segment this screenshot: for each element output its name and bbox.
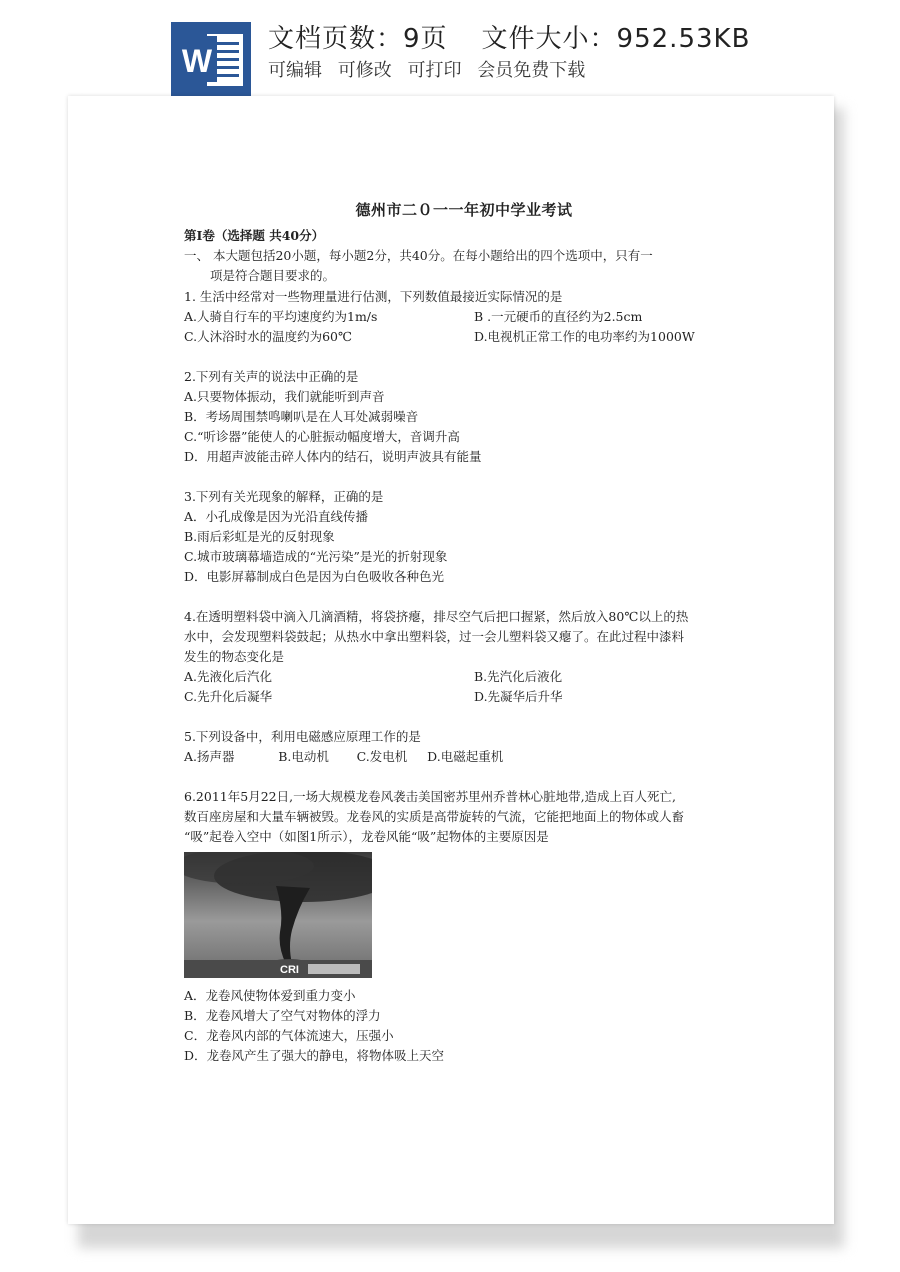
q4-option-a: A.先液化后汽化 xyxy=(184,669,273,684)
q6-stem-line-2: 数百座房屋和大量车辆被毁。龙卷风的实质是高带旋转的气流，它能把地面上的物体或人畜 xyxy=(184,809,685,824)
tornado-photo xyxy=(184,852,372,978)
q3-option-a: A．小孔成像是因为光沿直线传播 xyxy=(184,509,369,524)
file-size: 文件大小：952.53KB xyxy=(481,24,751,54)
q6-option-a: A．龙卷风使物体爱到重力变小 xyxy=(184,988,356,1003)
q1-option-d: D.电视机正常工作的电功率约为1000W xyxy=(474,329,695,344)
q2-stem: 2.下列有关声的说法中正确的是 xyxy=(184,369,359,384)
file-info xyxy=(268,18,750,55)
q6-stem-line-1: 6.2011年5月22日,一场大规模龙卷风袭击美国密苏里州乔普林心脏地带,造成上百人死亡, xyxy=(184,789,677,804)
q2-option-a: A.只要物体振动，我们就能听到声音 xyxy=(184,389,385,404)
word-document-icon xyxy=(171,22,251,96)
q2-option-c: C.“听诊器”能使人的心脏振动幅度增大，音调升高 xyxy=(184,429,460,444)
q6-option-c: C．龙卷风内部的气体流速大，压强小 xyxy=(184,1028,394,1043)
q3-option-c: C.城市玻璃幕墙造成的“光污染”是光的折射现象 xyxy=(184,549,448,564)
instructions-line-2: 项是符合题目要求的。 xyxy=(210,268,336,283)
q4-stem-line-1: 4.在透明塑料袋中滴入几滴酒精，将袋挤瘪，排尽空气后把口握紧，然后放入80℃以上的热 xyxy=(184,609,689,624)
q3-option-b: B.雨后彩虹是光的反射现象 xyxy=(184,529,335,544)
q1-stem: 1. 生活中经常对一些物理量进行估测，下列数值最接近实际情况的是 xyxy=(184,289,563,304)
q6-option-b: B．龙卷风增大了空气对物体的浮力 xyxy=(184,1008,381,1023)
q5-options: A.扬声器 B.电动机 C.发电机 D.电磁起重机 xyxy=(184,749,504,764)
photo-caption: CRI xyxy=(280,964,299,976)
q2-option-d: D．用超声波能击碎人体内的结石，说明声波具有能量 xyxy=(184,449,482,464)
instructions-line-1: 一、 本大题包括20小题，每小题2分，共40分。在每小题给出的四个选项中，只有一 xyxy=(184,248,653,263)
q4-option-b: B.先汽化后液化 xyxy=(474,669,563,684)
q6-option-d: D．龙卷风产生了强大的静电，将物体吸上天空 xyxy=(184,1048,445,1063)
q2-option-b: B．考场周围禁鸣喇叭是在人耳处减弱噪音 xyxy=(184,409,419,424)
q3-option-d: D．电影屏幕制成白色是因为白色吸收各种色光 xyxy=(184,569,445,584)
q1-option-b: B .一元硬币的直径约为2.5cm xyxy=(474,309,643,324)
q4-option-d: D.先凝华后升华 xyxy=(474,689,563,704)
q1-option-a: A.人骑自行车的平均速度约为1m/s xyxy=(184,309,378,324)
word-icon-letter: W xyxy=(181,43,213,79)
feature-modifiable: 可修改 xyxy=(337,60,392,81)
feature-list xyxy=(268,56,595,82)
section-heading: 第Ⅰ卷（选择题 共40分） xyxy=(184,228,325,243)
feature-editable: 可编辑 xyxy=(268,60,322,81)
page-count: 文档页数：9页 xyxy=(268,24,448,54)
q4-stem-line-2: 水中，会发现塑料袋鼓起；从热水中拿出塑料袋，过一会儿塑料袋又瘪了。在此过程中漆料 xyxy=(184,629,685,644)
q3-stem: 3.下列有关光现象的解释，正确的是 xyxy=(184,489,384,504)
feature-free-download: 会员免费下载 xyxy=(477,60,586,81)
exam-title: 德州市二０一一年初中学业考试 xyxy=(355,201,573,219)
download-banner xyxy=(0,0,900,96)
q5-stem: 5.下列设备中，利用电磁感应原理工作的是 xyxy=(184,729,421,744)
feature-printable: 可打印 xyxy=(407,60,462,81)
q1-option-c: C.人沐浴时水的温度约为60℃ xyxy=(184,329,352,344)
q4-stem-line-3: 发生的物态变化是 xyxy=(184,649,285,664)
q6-stem-line-3: “吸”起卷入空中（如图1所示），龙卷风能“吸”起物体的主要原因是 xyxy=(184,829,549,844)
q4-option-c: C.先升化后凝华 xyxy=(184,689,273,704)
document-page xyxy=(68,96,834,1224)
